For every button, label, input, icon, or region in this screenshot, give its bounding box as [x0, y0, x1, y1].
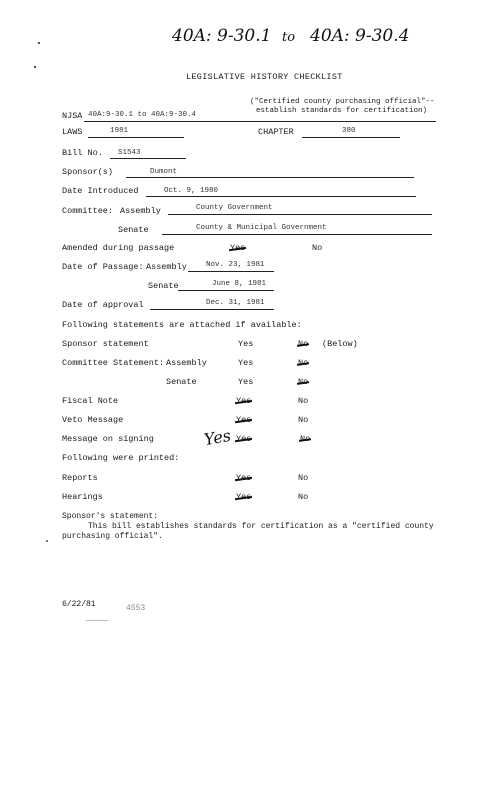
- veto-message-label: Veto Message: [62, 415, 124, 425]
- message-signing-yes-struck: Yes: [236, 434, 252, 444]
- approval-label: Date of approval: [62, 300, 144, 310]
- passage-senate-label: Senate: [148, 281, 179, 291]
- date-introduced-label: Date Introduced: [62, 186, 139, 196]
- scan-mark: [34, 66, 36, 68]
- message-signing-no-struck: No: [300, 434, 311, 444]
- sponsor-value: Dumont: [150, 168, 178, 176]
- message-signing-label: Message on signing: [62, 434, 154, 444]
- sponsor-underline: [126, 177, 414, 178]
- bill-underline: [110, 158, 186, 159]
- sponsor-statement-yes: Yes: [238, 339, 254, 349]
- bill-label: Bill No.: [62, 148, 103, 158]
- fiscal-note-no: No: [298, 396, 309, 406]
- handwritten-yes: Yes: [202, 425, 233, 450]
- sponsor-statement-label: Sponsor statement: [62, 339, 149, 349]
- sponsor-statement-heading: Sponsor's statement:: [62, 512, 159, 521]
- reports-yes-struck: Yes: [236, 473, 252, 483]
- committee-assembly-label: Assembly: [120, 206, 161, 216]
- committee-label: Committee:: [62, 206, 114, 216]
- amended-label: Amended during passage: [62, 243, 175, 253]
- passage-senate-underline: [178, 290, 274, 291]
- laws-underline: [88, 137, 184, 138]
- sponsor-label: Sponsor(s): [62, 167, 114, 177]
- handwritten-citation-start: 40A: 9-30.1: [172, 26, 272, 46]
- committee-statement-assembly-label: Assembly: [166, 358, 207, 368]
- njsa-underline: [84, 121, 250, 122]
- hearings-no: No: [298, 492, 309, 502]
- committee-senate-underline: [162, 234, 432, 235]
- sponsor-statement-no-struck: No: [298, 339, 309, 349]
- hearings-label: Hearings: [62, 492, 103, 502]
- fiscal-note-yes-struck: Yes: [236, 396, 252, 406]
- fiscal-note-label: Fiscal Note: [62, 396, 119, 406]
- passage-senate-value: June 8, 1981: [212, 280, 267, 288]
- reports-label: Reports: [62, 473, 98, 483]
- page-title: LEGISLATIVE HISTORY CHECKLIST: [186, 72, 343, 82]
- committee-statement-senate-no-struck: No: [298, 377, 309, 387]
- njsa-label: NJSA: [62, 111, 83, 121]
- bill-value: S1543: [118, 149, 141, 157]
- committee-statement-senate-label: Senate: [166, 377, 197, 387]
- date-introduced-value: Oct. 9, 1980: [164, 187, 219, 195]
- chapter-label: CHAPTER: [258, 127, 294, 137]
- laws-value: 1981: [110, 127, 129, 135]
- sponsor-statement-line2: purchasing official".: [62, 532, 163, 541]
- approval-value: Dec. 31, 1981: [206, 299, 265, 307]
- committee-senate-label: Senate: [118, 225, 149, 235]
- committee-statement-label: Committee Statement:: [62, 358, 165, 368]
- committee-statement-assembly-yes: Yes: [238, 358, 254, 368]
- chapter-value: 380: [342, 127, 356, 135]
- printed-heading: Following were printed:: [62, 453, 180, 463]
- handwritten-to: to: [282, 30, 296, 45]
- committee-assembly-value: County Government: [196, 204, 273, 212]
- committee-senate-value: County & Municipal Government: [196, 224, 327, 232]
- njsa-note-line1: ("Certified county purchasing official"--: [250, 98, 435, 106]
- passage-assembly-value: Nov. 23, 1981: [206, 261, 265, 269]
- amended-no: No: [312, 243, 323, 253]
- scan-mark: [86, 620, 108, 621]
- committee-assembly-underline: [168, 214, 432, 215]
- sponsor-statement-note: (Below): [322, 339, 358, 349]
- approval-underline: [150, 309, 274, 310]
- attached-heading: Following statements are attached if available:: [62, 320, 302, 330]
- njsa-note-underline: [250, 121, 436, 122]
- amended-yes-struck: Yes: [230, 243, 246, 253]
- handwritten-citation-end: 40A: 9-30.4: [310, 26, 410, 46]
- veto-message-no: No: [298, 415, 309, 425]
- footer-date: 6/22/81: [62, 600, 96, 609]
- hearings-yes-struck: Yes: [236, 492, 252, 502]
- passage-assembly-underline: [188, 271, 274, 272]
- footer-stamp: 4553: [126, 604, 146, 613]
- committee-statement-assembly-no-struck: No: [298, 358, 309, 368]
- scan-mark: [38, 42, 40, 44]
- date-introduced-underline: [146, 196, 416, 197]
- reports-no: No: [298, 473, 309, 483]
- passage-assembly-label: Assembly: [146, 262, 187, 272]
- committee-statement-senate-yes: Yes: [238, 377, 254, 387]
- njsa-note-line2: establish standards for certification): [256, 107, 428, 115]
- veto-message-yes-struck: Yes: [236, 415, 252, 425]
- njsa-value: 40A:9-30.1 to 40A:9-30.4: [88, 111, 197, 119]
- scan-mark: [46, 540, 48, 542]
- laws-label: LAWS: [62, 127, 83, 137]
- chapter-underline: [302, 137, 400, 138]
- passage-label: Date of Passage:: [62, 262, 144, 272]
- sponsor-statement-line1: This bill establishes standards for certification as a "certified county: [88, 522, 434, 531]
